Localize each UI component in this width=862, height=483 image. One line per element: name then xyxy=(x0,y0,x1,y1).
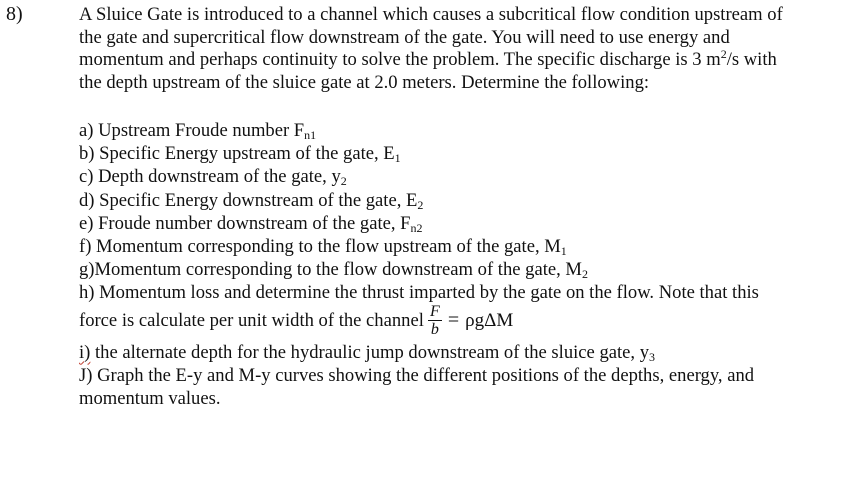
equals-sign: = xyxy=(447,309,460,331)
item-f-sub: 1 xyxy=(560,243,567,258)
momentum-formula: ρgΔM xyxy=(465,309,514,331)
item-j-text: J) Graph the E-y and M-y curves showing the different positions of the depths, energy, and xyxy=(79,364,755,386)
item-b xyxy=(79,142,849,165)
item-j-text-2: momentum values. xyxy=(79,387,221,409)
item-h-text: h) Momentum loss and determine the thrust imparted by the gate on the flow. Note that this xyxy=(79,282,759,304)
item-a-sub: n1 xyxy=(304,128,317,142)
item-d-text: d) Specific Energy downstream of the gate, E xyxy=(79,189,418,211)
item-a-text: a) Upstream Froude number F xyxy=(79,120,305,141)
intro-line-2: the gate and supercritical flow downstream of the gate. You will need to use energy and xyxy=(79,26,730,48)
intro-line-1: A Sluice Gate is introduced to a channel which causes a subcritical flow condition upstream of xyxy=(79,4,783,25)
item-e-text: e) Froude number downstream of the gate, F xyxy=(79,212,411,234)
item-h xyxy=(79,281,849,304)
item-a xyxy=(79,119,849,142)
item-i-sub: 3 xyxy=(649,349,656,364)
task-list xyxy=(79,119,849,410)
intro-line-3 xyxy=(79,49,849,72)
item-j-continued xyxy=(79,387,849,410)
item-c-text: c) Depth downstream of the gate, y xyxy=(79,166,341,188)
item-c xyxy=(79,165,849,188)
item-d xyxy=(79,189,849,212)
item-f-text: f) Momentum corresponding to the flow upstream of the gate, M xyxy=(79,235,561,257)
item-j xyxy=(79,364,849,387)
intro-line-4: the depth upstream of the sluice gate at 2.0 meters. Determine the following: xyxy=(79,71,650,93)
item-g-text: g)Momentum corresponding to the flow downstream of the gate, M xyxy=(79,259,582,281)
item-b-sub: 1 xyxy=(394,151,401,166)
squared-superscript: 2 xyxy=(720,47,727,62)
problem-statement xyxy=(79,4,849,94)
item-g-sub: 2 xyxy=(581,267,588,282)
item-i-text: the alternate depth for the hydraulic jump downstream of the sluice gate, y xyxy=(90,341,650,363)
item-e-sub: n2 xyxy=(410,220,423,235)
intro-line-3-tail: /s with xyxy=(726,49,777,71)
intro-line-3-text: momentum and perhaps continuity to solve the problem. The specific discharge is 3 m xyxy=(79,49,721,71)
item-i-label: i) xyxy=(79,341,91,363)
item-f xyxy=(79,235,849,258)
thrust-fraction xyxy=(428,304,442,337)
item-h-formula-line xyxy=(79,299,849,343)
item-e xyxy=(79,212,849,235)
item-g xyxy=(79,258,849,281)
item-c-sub: 2 xyxy=(340,174,347,189)
question-number: 8) xyxy=(6,3,23,25)
item-d-sub: 2 xyxy=(417,197,424,212)
item-i xyxy=(79,341,849,364)
fraction-denominator: b xyxy=(430,321,439,338)
item-h-formula-text: force is calculate per unit width of the channel xyxy=(79,309,424,331)
item-b-text: b) Specific Energy upstream of the gate, E xyxy=(79,143,395,165)
fraction-numerator: F xyxy=(429,303,440,320)
